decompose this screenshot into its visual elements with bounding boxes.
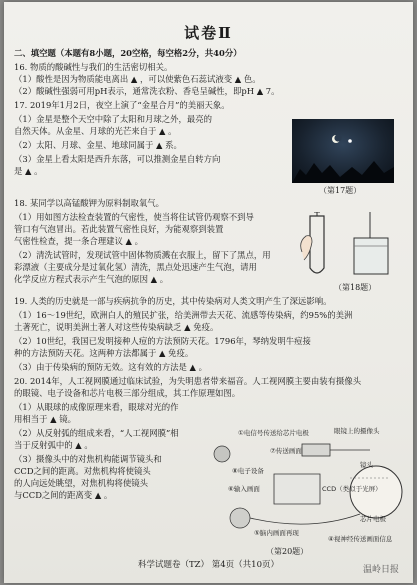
text-line: （2）酸碱性强弱可用pH表示，通常洗衣粉、香皂呈碱性，即pH ▲ 7。 bbox=[14, 86, 280, 96]
text-line: （3）摄像头中的对焦机构能调节镜头和 bbox=[14, 454, 162, 464]
text-line: 彩漂液（主要成分是过氧化氢）清洗，黑点处迅速产生气泡，请用 bbox=[14, 262, 257, 272]
text-line: （1）16～19世纪，欧洲白人的殖民扩张，给美洲带去天花、流感等传染病，约95%的美洲 bbox=[14, 310, 353, 320]
text-line: （2）太阳、月球、金星、地球同属于 ▲ 系。 bbox=[14, 140, 182, 150]
diagram-label: CCD（类似于光屏） bbox=[322, 485, 382, 493]
text-line: CCD之间的距离。对焦机构将使镜头 bbox=[14, 466, 151, 476]
diagram-label: 眼镜上的摄像头 bbox=[334, 427, 380, 435]
figure-caption-18: （第18题） bbox=[334, 283, 377, 292]
section-header: 二、填空题（本题有8小题，20空格，每空格2分，共40分） bbox=[14, 48, 242, 58]
text-line: 种的方法预防天花。这两种方法都属于 ▲ 免疫。 bbox=[14, 348, 194, 358]
text-line: 18. 某同学以高锰酸钾为原料制取氧气。 bbox=[14, 198, 164, 208]
exam-page bbox=[4, 2, 413, 583]
text-line: 的眼镜、电子设备和芯片电极三部分组成，其工作原理如图。 bbox=[14, 388, 241, 398]
text-line: 土著死亡，说明美洲土著人对这些传染病缺乏 ▲ 免疫。 bbox=[14, 322, 219, 332]
text-line: （1）酸性是因为物质能电离出 ▲ ，可以使紫色石蕊试液变 ▲ 色。 bbox=[14, 74, 261, 84]
diagram-label: ⑧电子设备 bbox=[232, 467, 264, 475]
watermark: 温岭日报 bbox=[362, 565, 399, 575]
text-line: （3）由于传染病的预防无效。这有效的方法是 ▲ 。 bbox=[14, 362, 207, 372]
text-line: （3）金星上看太阳是西升东落，可以推测金星自转方向 bbox=[14, 154, 221, 164]
text-line: 气密性检查，提一条合理建议 ▲ 。 bbox=[14, 236, 144, 246]
text-line: （1）用如图方法检查装置的气密性，使当将住试管仍观察不到导 bbox=[14, 212, 254, 222]
text-line: 自然天体。从金星、月球的光芒来自于 ▲ 。 bbox=[14, 126, 177, 136]
moon-venus-photo bbox=[292, 119, 394, 183]
text-line: （1）金星是整个天空中除了太阳和月球之外，最亮的 bbox=[14, 114, 212, 124]
diagram-label: ⑦传送画面 bbox=[270, 447, 302, 455]
artificial-retina-diagram bbox=[210, 422, 410, 557]
text-line: 19. 人类的历史就是一部与疾病抗争的历史，其中传染病对人类文明产生了深远影响。 bbox=[14, 296, 332, 306]
figure-caption-17: （第17题） bbox=[319, 186, 362, 195]
text-line: 17. 2019年1月2日，夜空上演了“金星合月”的美丽天象。 bbox=[14, 100, 230, 110]
text-line: （2）清洗试管时，发现试管中固体物质溅在衣服上，留下了黑点，用 bbox=[14, 250, 271, 260]
diagram-label: ⑥输入画面 bbox=[228, 485, 260, 493]
text-line: 当于反射弧中的 ▲ 。 bbox=[14, 440, 93, 450]
text-line: 与CCD之间的距离变 ▲ 。 bbox=[14, 490, 113, 500]
page-footer: 科学试题卷（TZ） 第4页（共10页） bbox=[137, 560, 279, 570]
diagram-label: ⑤脑内画面再现 bbox=[254, 529, 299, 537]
figure-caption-20: （第20题） bbox=[266, 547, 309, 556]
text-line: 用相当于 ▲ 镜。 bbox=[14, 414, 77, 424]
text-line: 的人向远处眺望，对焦机构将使镜头 bbox=[14, 478, 148, 488]
text-line: 管口有气泡冒出。若此装置气密性良好，为能观察到装置 bbox=[14, 224, 224, 234]
test-tube-apparatus bbox=[300, 212, 400, 292]
diagram-label: 镜头 bbox=[360, 461, 373, 469]
diagram-label: ①电信号传送给芯片电极 bbox=[238, 429, 309, 437]
page-title: 试卷Ⅱ bbox=[184, 24, 233, 42]
text-line: 16. 物质的酸碱性与我们的生活密切相关。 bbox=[14, 62, 173, 72]
text-line: 化学反应方程式表示产生气泡的原因 ▲ 。 bbox=[14, 274, 169, 284]
diagram-label: 芯片电极 bbox=[360, 515, 386, 523]
diagram-label: ④视神经传送画面信息 bbox=[328, 535, 393, 543]
text-line: 20. 2014年，人工视网膜通过临床试验，为失明患者带来福音。人工视网膜主要由装有摄像头 bbox=[14, 376, 362, 386]
text-line: （2）10世纪，我国已发明接种人痘的方法预防天花。1796年，琴纳发明牛痘接 bbox=[14, 336, 311, 346]
text-line: 是 ▲ 。 bbox=[14, 166, 43, 176]
text-line: （2）从反射弧的组成来看，“人工视网膜”相 bbox=[14, 428, 179, 438]
text-line: （1）从眼球的成像原理来看，眼球对光的作 bbox=[14, 402, 179, 412]
